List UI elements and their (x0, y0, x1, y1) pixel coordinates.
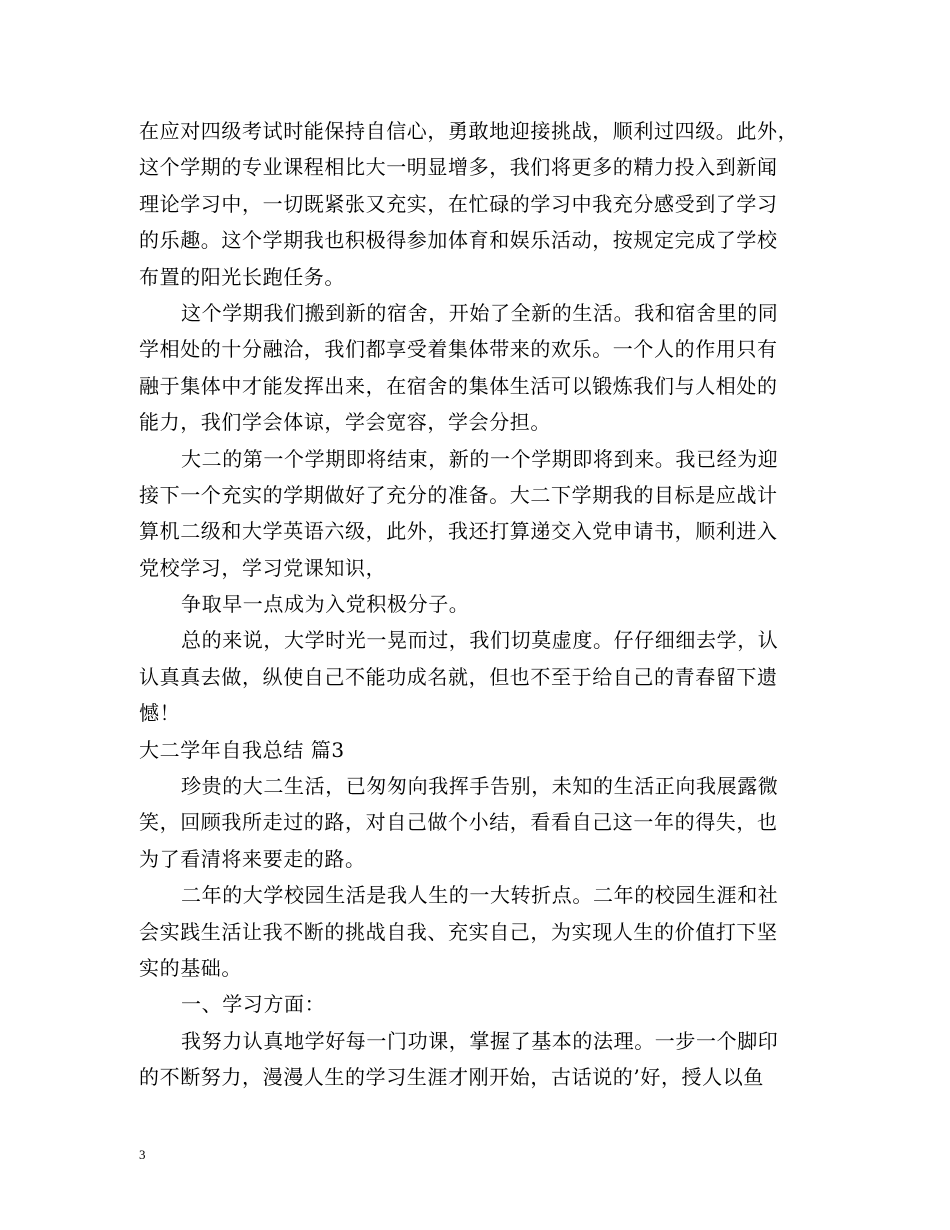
text-line: 党校学习，学习党课知识， (139, 555, 387, 580)
text-line: 大二学年自我总结 篇3 (139, 737, 345, 762)
text-line: 布置的阳光长跑任务。 (139, 264, 345, 289)
text-line: 笑，回顾我所走过的路，对自己做个小结，看看自己这一年的得失，也 (139, 810, 778, 835)
text-line: 这个学期的专业课程相比大一明显增多，我们将更多的精力投入到新闻 (139, 155, 778, 180)
text-line: 争取早一点成为入党积极分子。 (181, 592, 470, 617)
page-number: 3 (139, 1147, 146, 1162)
document-body (139, 113, 815, 1096)
text-line: 认真真去做，纵使自己不能功成名就，但也不至于给自己的青春留下遗 (139, 664, 778, 689)
text-line: 的不断努力，漫漫人生的学习生涯才刚开始，古话说的’好，授人以鱼 (139, 1065, 764, 1090)
text-line: 会实践生活让我不断的挑战自我、充实自己，为实现人生的价值打下坚 (139, 919, 778, 944)
text-line: 为了看清将来要走的路。 (139, 846, 366, 871)
text-line: 一、学习方面： (181, 992, 326, 1017)
text-line: 接下一个充实的学期做好了充分的准备。大二下学期我的目标是应战计 (139, 482, 778, 507)
text-line: 融于集体中才能发挥出来，在宿舍的集体生活可以锻炼我们与人相处的 (139, 373, 778, 398)
text-line: 能力，我们学会体谅，学会宽容，学会分担。 (139, 410, 551, 435)
text-line: 理论学习中，一切既紧张又充实，在忙碌的学习中我充分感受到了学习 (139, 191, 778, 216)
text-line: 二年的大学校园生活是我人生的一大转折点。二年的校园生涯和社 (181, 883, 779, 908)
text-line: 珍贵的大二生活，已匆匆向我挥手告别，未知的生活正向我展露微 (181, 774, 779, 799)
text-line: 的乐趣。这个学期我也积极得参加体育和娱乐活动，按规定完成了学校 (139, 228, 778, 253)
text-line: 实的基础。 (139, 955, 242, 980)
text-line: 憾！ (139, 701, 181, 726)
text-line: 算机二级和大学英语六级，此外，我还打算递交入党申请书，顺利进入 (139, 519, 778, 544)
text-line: 我努力认真地学好每一门功课，掌握了基本的法理。一步一个脚印 (181, 1028, 779, 1053)
text-line: 这个学期我们搬到新的宿舍，开始了全新的生活。我和宿舍里的同 (181, 300, 779, 325)
text-line: 总的来说，大学时光一晃而过，我们切莫虚度。仔仔细细去学，认 (181, 628, 779, 653)
text-line: 学相处的十分融洽，我们都享受着集体带来的欢乐。一个人的作用只有 (139, 337, 778, 362)
text-line: 在应对四级考试时能保持自信心，勇敢地迎接挑战，顺利过四级。此外， (139, 119, 799, 143)
text-line: 大二的第一个学期即将结束，新的一个学期即将到来。我已经为迎 (181, 446, 779, 471)
